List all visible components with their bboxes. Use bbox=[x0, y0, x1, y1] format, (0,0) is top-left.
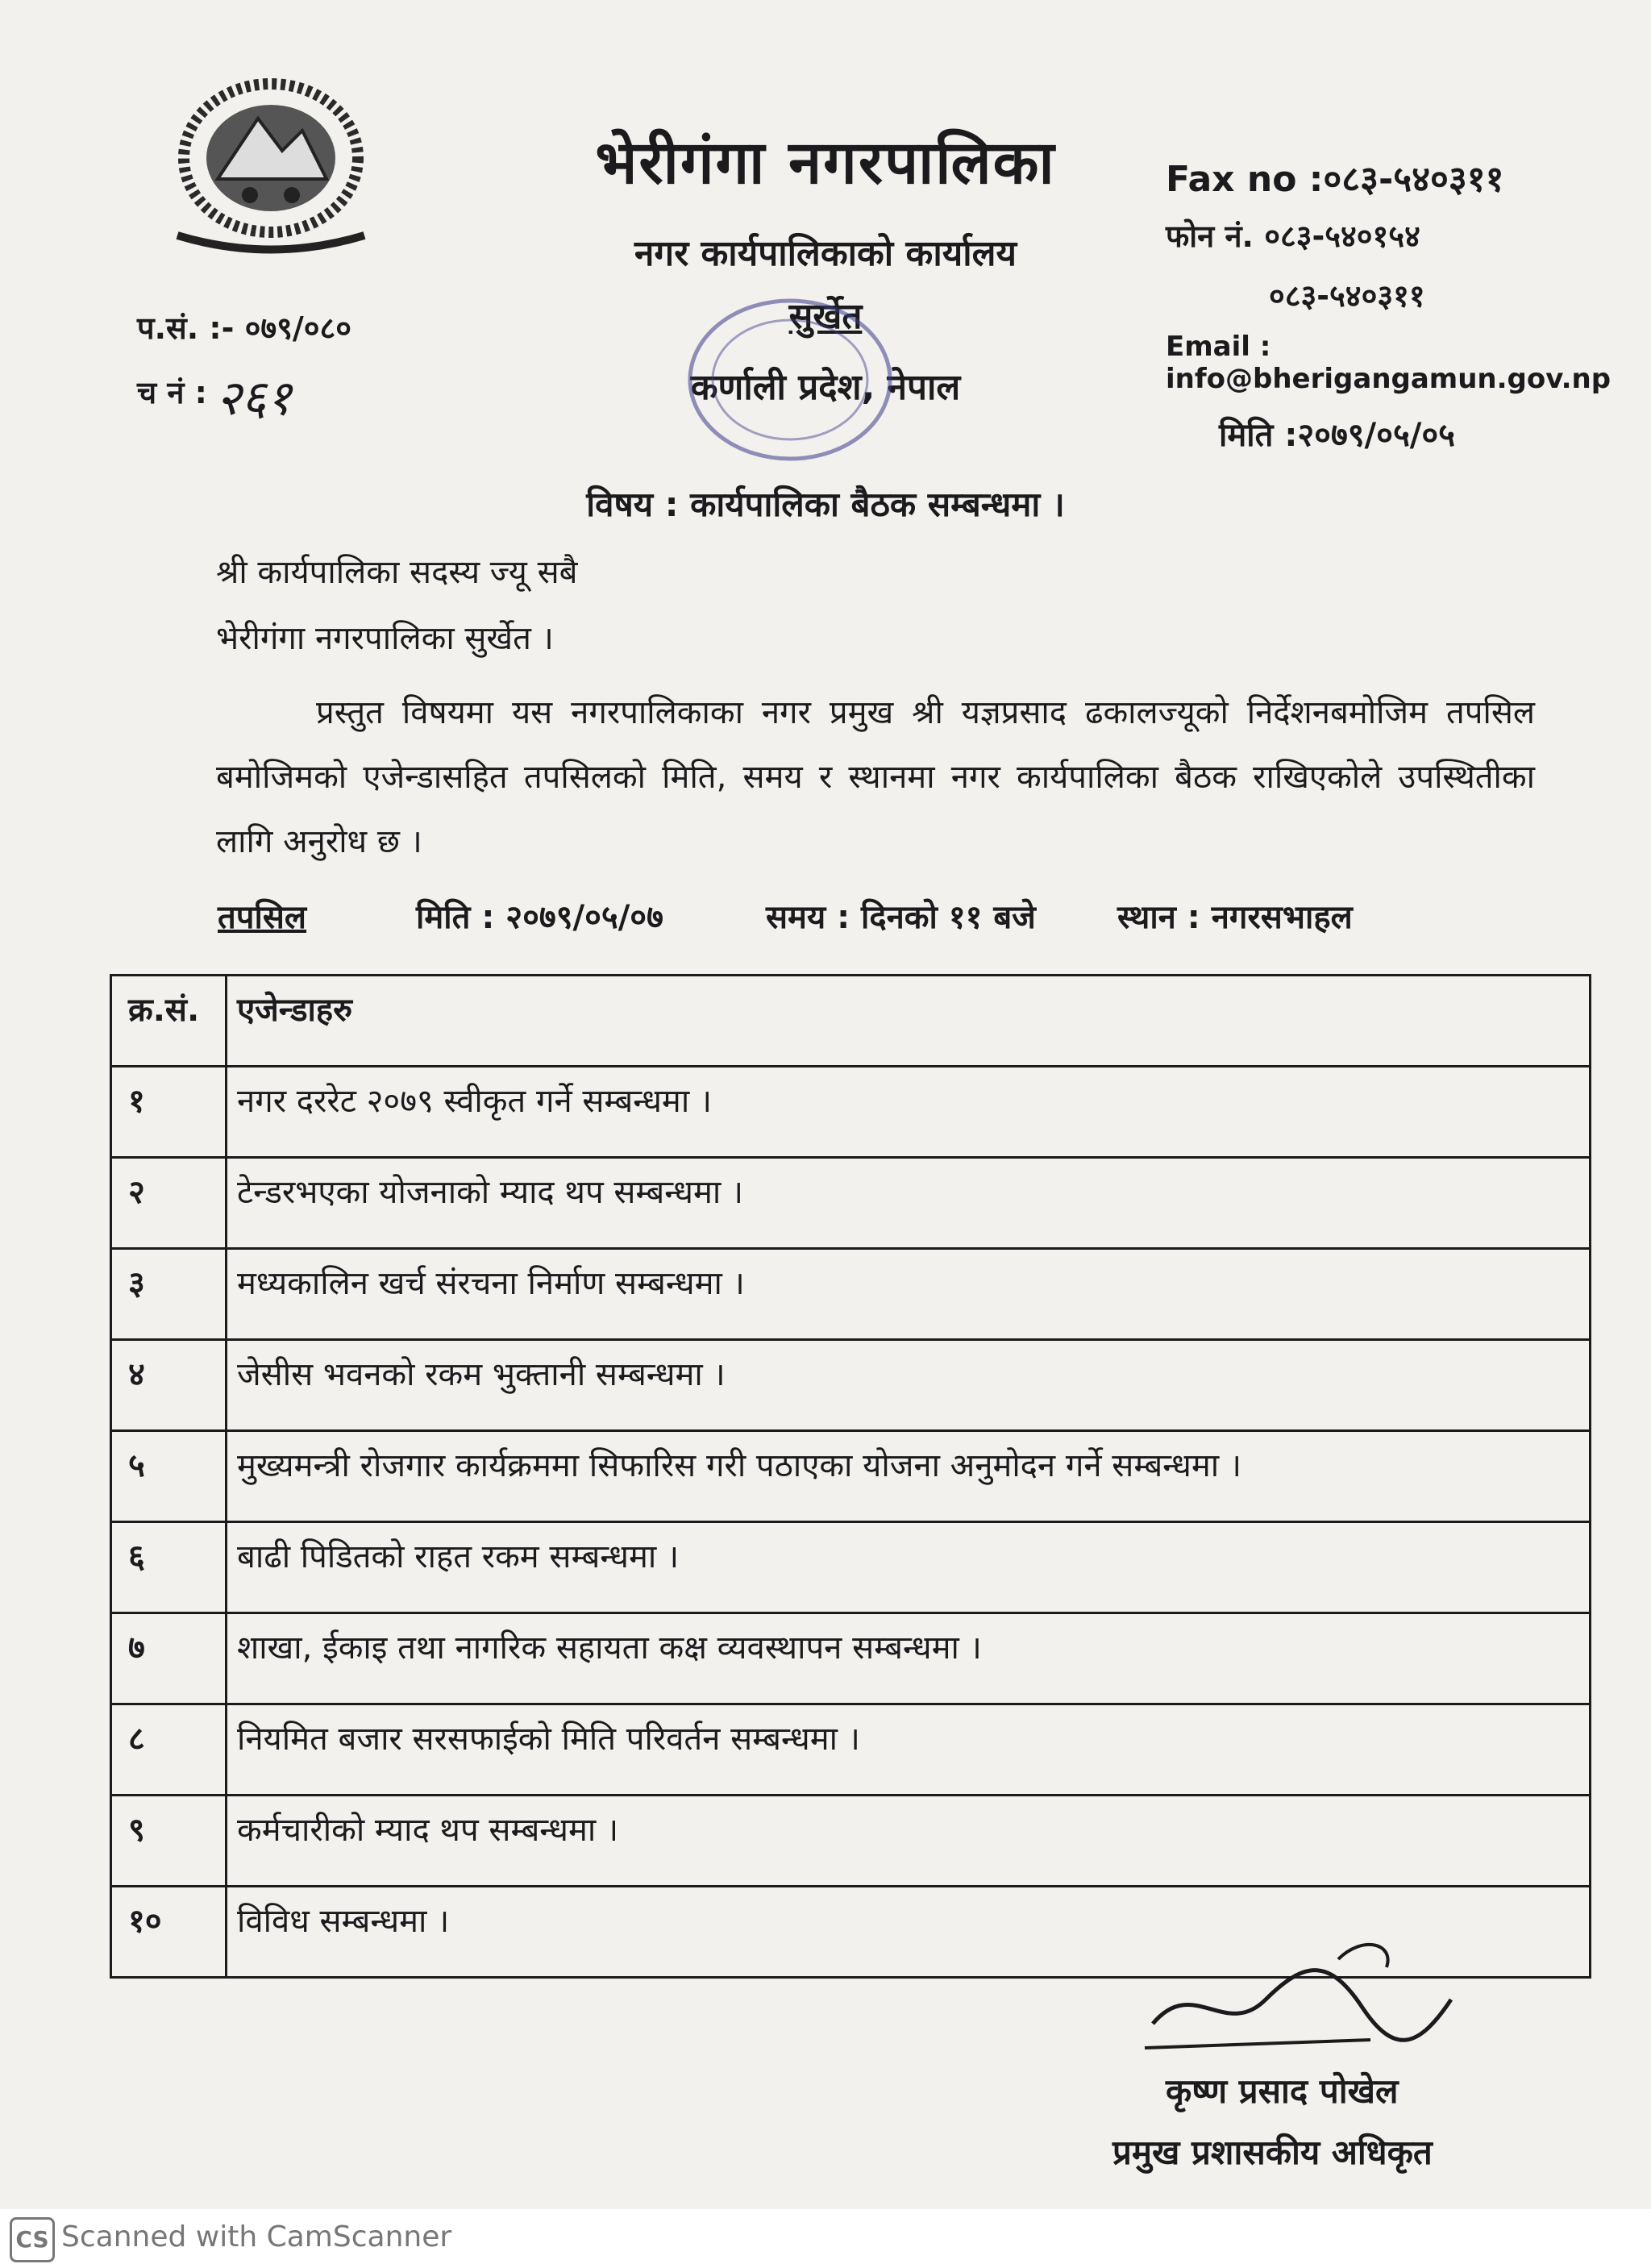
phone-number: फोन नं. ०८३-५४०१५४ bbox=[1166, 218, 1420, 254]
office-name: नगर कार्यपालिकाको कार्यालय bbox=[634, 233, 1017, 274]
province-country: कर्णाली प्रदेश, नेपाल bbox=[690, 367, 961, 408]
fax-number: Fax no :०८३-५४०३११ bbox=[1166, 159, 1504, 200]
schedule-label: तपसिल bbox=[218, 899, 307, 936]
letter-date: मिति :२०७९/०५/०५ bbox=[1219, 417, 1455, 454]
meeting-time: समय : दिनको ११ बजे bbox=[766, 899, 1036, 936]
email-address: Email : info@bherigangamun.gov.np bbox=[1166, 331, 1611, 395]
table-row bbox=[111, 1704, 1591, 1796]
agenda-item: कर्मचारीको म्याद थप सम्बन्धमा । bbox=[227, 1796, 1591, 1887]
agenda-serial: ४ bbox=[111, 1340, 227, 1431]
agenda-header-row bbox=[111, 976, 1591, 1067]
municipality-title: भेरीगंगा नगरपालिका bbox=[595, 128, 1056, 198]
district-name: सुर्खेत bbox=[788, 296, 863, 337]
agenda-table bbox=[110, 974, 1591, 1979]
agenda-item: विविध सम्बन्धमा । bbox=[227, 1887, 1591, 1978]
agenda-header-serial: क्र.सं. bbox=[111, 976, 227, 1067]
meeting-place: स्थान : नगरसभाहल bbox=[1117, 899, 1353, 936]
dispatch-label: च नं : bbox=[137, 375, 207, 410]
dispatch-number: २६१ bbox=[216, 370, 292, 427]
agenda-serial: ६ bbox=[111, 1522, 227, 1613]
camscanner-logo-icon: CS bbox=[10, 2217, 55, 2262]
table-row bbox=[111, 1613, 1591, 1704]
signatory-title: प्रमुख प्रशासकीय अधिकृत bbox=[1112, 2133, 1433, 2172]
meeting-date: मिति : २०७९/०५/०७ bbox=[416, 899, 663, 936]
table-row bbox=[111, 1431, 1591, 1522]
agenda-item: मध्यकालिन खर्च संरचना निर्माण सम्बन्धमा । bbox=[227, 1249, 1591, 1340]
signatory-name: कृष्ण प्रसाद पोखेल bbox=[1166, 2071, 1399, 2111]
agenda-item: नियमित बजार सरसफाईको मिति परिवर्तन सम्बन्धमा । bbox=[227, 1704, 1591, 1796]
agenda-item: मुख्यमन्त्री रोजगार कार्यक्रममा सिफारिस गरी पठाएका योजना अनुमोदन गर्ने सम्बन्धमा । bbox=[227, 1431, 1591, 1522]
table-row bbox=[111, 1158, 1591, 1249]
agenda-item: बाढी पिडितको राहत रकम सम्बन्धमा । bbox=[227, 1522, 1591, 1613]
agenda-header-items: एजेन्डाहरु bbox=[227, 976, 1591, 1067]
agenda-item: नगर दररेट २०७९ स्वीकृत गर्ने सम्बन्धमा । bbox=[227, 1067, 1591, 1158]
agenda-serial: २ bbox=[111, 1158, 227, 1249]
phone-number-secondary: ०८३-५४०३११ bbox=[1269, 278, 1425, 314]
office-stamp-icon bbox=[677, 287, 903, 472]
letter-subject: विषय : कार्यपालिका बैठक सम्बन्धमा । bbox=[586, 485, 1065, 524]
agenda-serial: ९ bbox=[111, 1796, 227, 1887]
agenda-item: जेसीस भवनको रकम भुक्तानी सम्बन्धमा । bbox=[227, 1340, 1591, 1431]
agenda-serial: ५ bbox=[111, 1431, 227, 1522]
addressee-line-2: भेरीगंगा नगरपालिका सुर्खेत । bbox=[216, 620, 554, 657]
agenda-serial: ३ bbox=[111, 1249, 227, 1340]
agenda-serial: १ bbox=[111, 1067, 227, 1158]
addressee-line-1: श्री कार्यपालिका सदस्य ज्यू सबै bbox=[216, 554, 578, 591]
agenda-item: टेन्डरभएका योजनाको म्याद थप सम्बन्धमा । bbox=[227, 1158, 1591, 1249]
agenda-item: शाखा, ईकाइ तथा नागरिक सहायता कक्ष व्यवस्थापन सम्बन्धमा । bbox=[227, 1613, 1591, 1704]
reference-number: प.सं. :- ०७९/०८० bbox=[137, 310, 352, 346]
handwritten-signature-icon bbox=[1129, 1927, 1467, 2064]
camscanner-text: Scanned with CamScanner bbox=[61, 2220, 452, 2253]
agenda-serial: ८ bbox=[111, 1704, 227, 1796]
table-row bbox=[111, 1522, 1591, 1613]
table-row bbox=[111, 1067, 1591, 1158]
agenda-serial: ७ bbox=[111, 1613, 227, 1704]
table-row bbox=[111, 1796, 1591, 1887]
agenda-serial: १० bbox=[111, 1887, 227, 1978]
table-row bbox=[111, 1249, 1591, 1340]
letter-body: प्रस्तुत विषयमा यस नगरपालिकाका नगर प्रमुख श्री यज्ञप्रसाद ढकालज्यूको निर्देशनबमोजिम तपसिल बमोजिमको एजेन्डासहित तपसिलको मिति, समय र स्थानमा नगर कार्यपालिका बैठक राखिएकोले उपस्थितीका लागि अनुरोध छ । bbox=[216, 694, 1535, 860]
table-row bbox=[111, 1340, 1591, 1431]
